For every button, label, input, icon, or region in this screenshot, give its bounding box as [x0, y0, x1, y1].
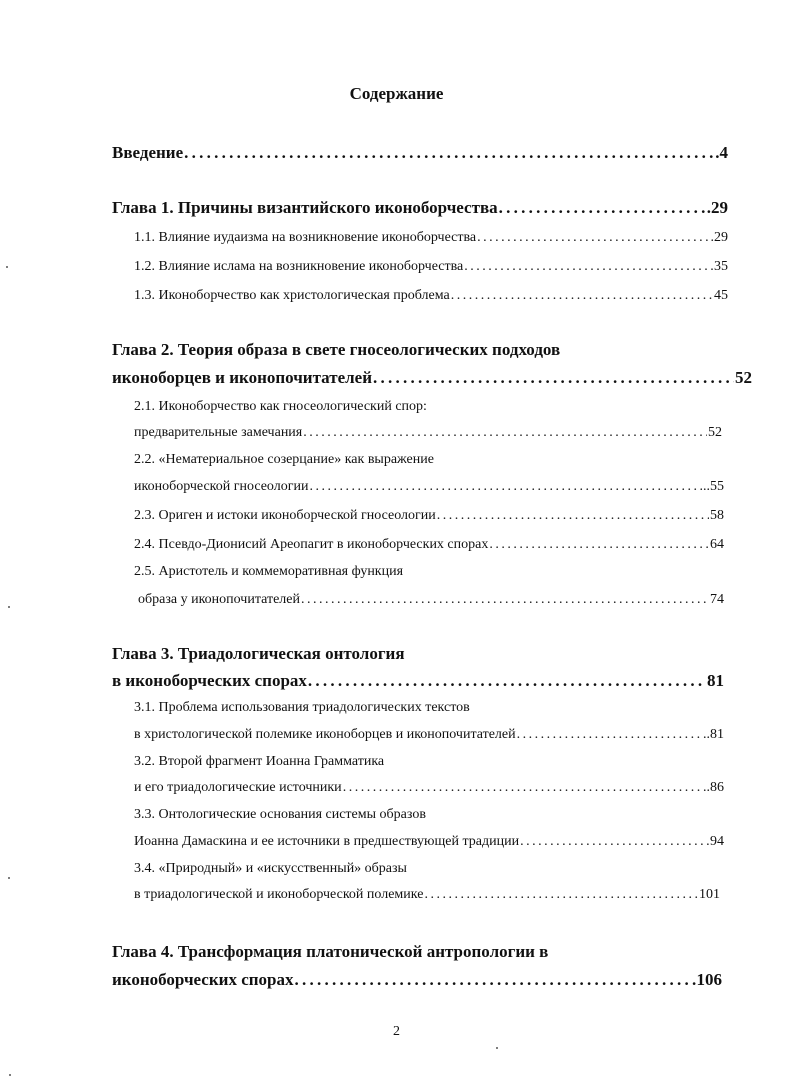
toc-leader: [517, 724, 702, 746]
toc-leader: [520, 831, 709, 853]
scan-speck: [6, 266, 8, 268]
toc-chapter-3-line1: Глава 3. Триадологическая онтология: [112, 644, 405, 663]
toc-2-5-line1: 2.5. Аристотель и коммеморативная функция: [134, 564, 404, 579]
toc-label: Иоанна Дамаскина и ее источники в предшествующей традиции: [134, 834, 520, 849]
toc-entry-2-1: [134, 422, 722, 444]
toc-label: Глава 1. Причины византийского иконоборчества: [112, 198, 498, 217]
toc-3-3-line1: 3.3. Онтологические основания системы образов: [134, 807, 426, 822]
toc-label: в христологической полемике иконоборцев и иконопочитателей: [134, 727, 516, 742]
toc-leader: [477, 227, 709, 249]
toc-entry-chapter-2: [112, 367, 752, 389]
toc-3-1-line1: 3.1. Проблема использования триадологических текстов: [134, 700, 470, 715]
toc-page: 94: [710, 834, 724, 849]
toc-2-1-line1: 2.1. Иконоборчество как гносеологический спор:: [134, 399, 427, 414]
toc-leader: [343, 777, 702, 799]
toc-leader: [437, 505, 709, 527]
toc-label: образа у иконопочитателей: [138, 592, 300, 607]
toc-entry-3-4: [134, 884, 720, 906]
toc-leader: [308, 670, 706, 692]
toc-page: 101: [699, 887, 720, 902]
toc-label: 2.3. Ориген и истоки иконоборческой гносеологии: [134, 508, 436, 523]
toc-entry-1-2: [134, 256, 728, 278]
toc-label: предварительные замечания: [134, 425, 303, 440]
toc-entry-3-2: [134, 777, 724, 799]
toc-entry-2-4: [134, 534, 724, 556]
toc-entry-1-3: [134, 285, 728, 307]
toc-label: Введение: [112, 143, 184, 162]
toc-leader: [489, 534, 709, 556]
toc-entry-1-1: [134, 227, 728, 249]
toc-page: 45: [714, 288, 728, 303]
toc-chapter-4-line1: Глава 4. Трансформация платонической антропологии в: [112, 942, 549, 961]
page-number: 2: [393, 1024, 400, 1039]
toc-page: 52: [708, 425, 722, 440]
toc-label: 2.4. Псевдо-Дионисий Ареопагит в иконоборческих спорах: [134, 537, 489, 552]
scan-speck: [8, 877, 10, 879]
toc-label: иконоборческой гносеологии: [134, 479, 309, 494]
toc-entry-3-1: [134, 724, 724, 746]
toc-leader: [424, 884, 698, 906]
toc-entry-chapter-3: [112, 670, 724, 692]
toc-page: 106: [696, 970, 722, 989]
toc-entry-3-3: [134, 831, 724, 853]
toc-leader: [303, 422, 707, 444]
toc-page: 52: [735, 368, 752, 387]
toc-page: 74: [710, 592, 724, 607]
scan-speck: [9, 1074, 11, 1076]
toc-page: .29: [706, 198, 728, 217]
toc-leader: [451, 285, 713, 307]
page-title: Содержание: [349, 84, 444, 103]
toc-entry-2-3: [134, 505, 724, 527]
toc-label: 1.2. Влияние ислама на возникновение иконоборчества: [134, 259, 464, 274]
toc-page: 35: [714, 259, 728, 274]
toc-page: 64: [710, 537, 724, 552]
toc-leader: [184, 142, 714, 164]
toc-entry-chapter-4: [112, 969, 722, 991]
toc-entry-2-5: [138, 589, 724, 611]
toc-label: иконоборческих спорах: [112, 970, 294, 989]
toc-page: .29: [710, 230, 728, 245]
toc-2-2-line1: 2.2. «Нематериальное созерцание» как выражение: [134, 452, 434, 467]
toc-entry-chapter-1: [112, 197, 728, 219]
toc-page: ..86: [703, 780, 724, 795]
toc-entry-intro: [112, 142, 728, 164]
toc-leader: [464, 256, 713, 278]
toc-label: в триадологической и иконоборческой полемике: [134, 887, 424, 902]
toc-leader: [499, 197, 706, 219]
toc-3-4-line1: 3.4. «Природный» и «искусственный» образы: [134, 861, 407, 876]
toc-leader: [373, 367, 734, 389]
toc-page: 58: [710, 508, 724, 523]
toc-page: .4: [715, 143, 728, 162]
toc-entry-2-2: [134, 476, 724, 498]
toc-page: 81: [707, 671, 724, 690]
toc-page: ..81: [703, 727, 724, 742]
toc-label: иконоборцев и иконопочитателей: [112, 368, 372, 387]
toc-label: 1.1. Влияние иудаизма на возникновение иконоборчества: [134, 230, 477, 245]
toc-leader: [301, 589, 709, 611]
toc-leader: [295, 969, 696, 991]
scan-speck: [496, 1047, 498, 1049]
toc-page: ..55: [703, 479, 724, 494]
toc-label: 1.3. Иконоборчество как христологическая проблема: [134, 288, 450, 303]
toc-label: в иконоборческих спорах: [112, 671, 307, 690]
toc-chapter-2-line1: Глава 2. Теория образа в свете гносеологических подходов: [112, 340, 561, 359]
toc-leader: [309, 476, 702, 498]
toc-3-2-line1: 3.2. Второй фрагмент Иоанна Грамматика: [134, 754, 385, 769]
toc-label: и его триадологические источники: [134, 780, 342, 795]
scan-speck: [8, 606, 10, 608]
